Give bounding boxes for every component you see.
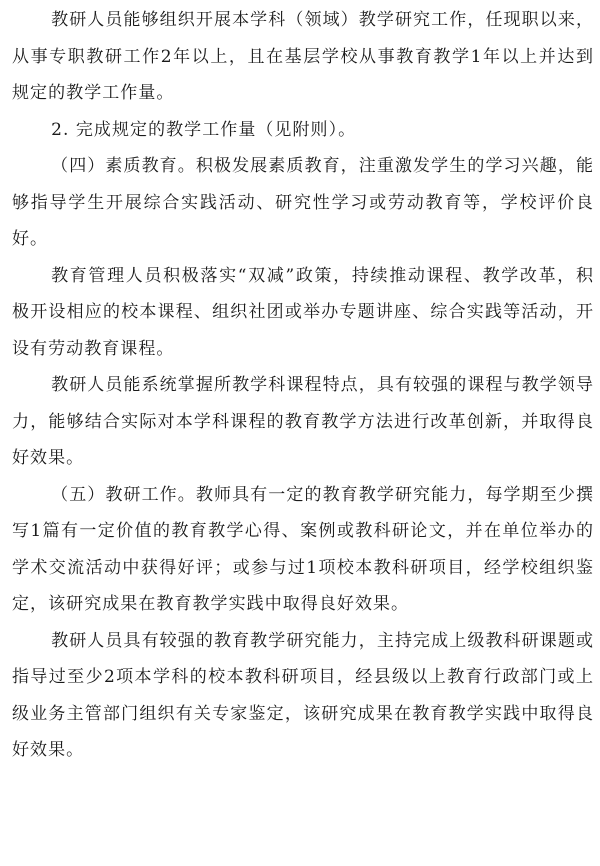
paragraph-researcher-qualification: 教研人员能够组织开展本学科（领域）教学研究工作，任现职以来，从事专职教研工作2年以上，且在基层学校从事教育教学1年以上并达到规定的教学工作量。 (12, 10, 594, 103)
paragraph-researcher-curriculum: 教研人员能系统掌握所教学科课程特点，具有较强的课程与教学领导力，能够结合实际对本学科课程的教育教学方法进行改革创新，并取得良好效果。 (12, 375, 594, 468)
paragraph-quality-education: （四）素质教育。积极发展素质教育，注重激发学生的学习兴趣，能够指导学生开展综合实践活动、研究性学习或劳动教育等，学校评价良好。 (12, 156, 594, 249)
paragraph-researcher-research-ability: 教研人员具有较强的教育教学研究能力，主持完成上级教科研课题或指导过至少2项本学科的校本教科研项目，经县级以上教育行政部门或上级业务主管部门组织有关专家鉴定，该研究成果在教育教学实践中取得良好效果。 (12, 630, 594, 760)
paragraph-research-work: （五）教研工作。教师具有一定的教育教学研究能力，每学期至少撰写1篇有一定价值的教育教学心得、案例或教科研论文，并在单位举办的学术交流活动中获得好评；或参与过1项校本教科研项目，经学校组织鉴定，该研究成果在教育教学实践中取得良好效果。 (12, 484, 594, 614)
paragraph-workload: 2. 完成规定的教学工作量（见附则）。 (51, 119, 357, 140)
paragraph-management-double-reduction: 教育管理人员积极落实“双减”政策，持续推动课程、教学改革，积极开设相应的校本课程、组织社团或举办专题讲座、综合实践等活动，开设有劳动教育课程。 (12, 265, 594, 359)
